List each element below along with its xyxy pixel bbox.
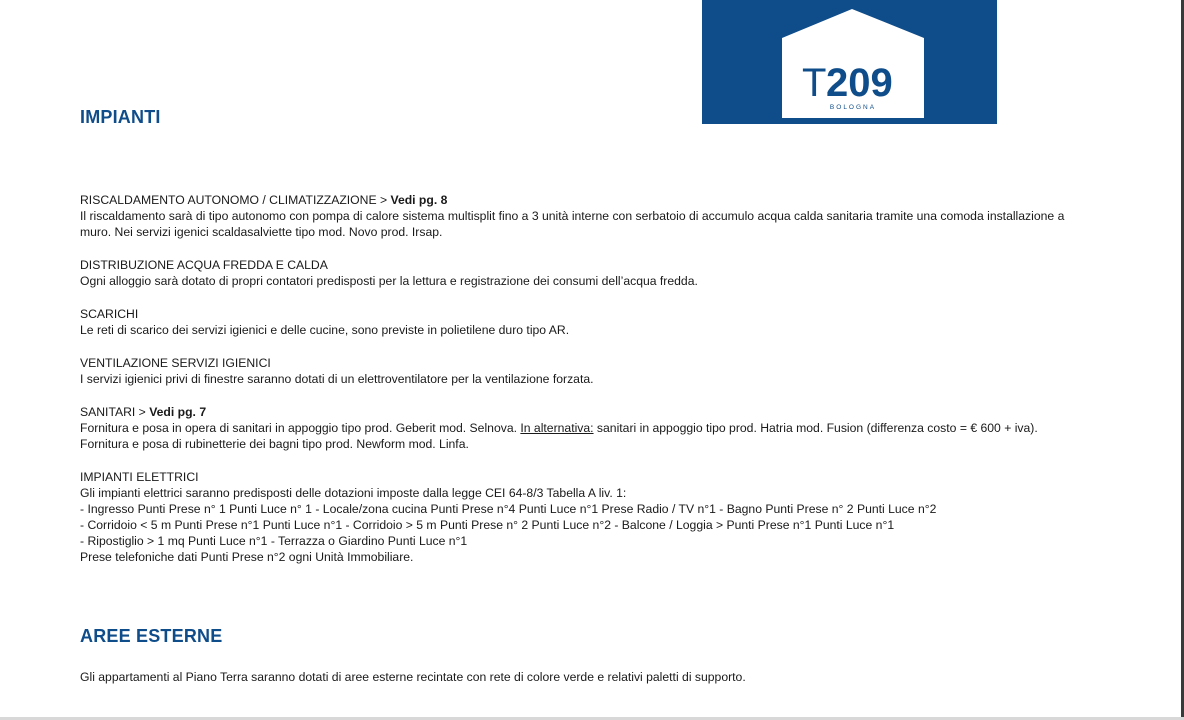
section-sanitari: [80, 404, 1140, 452]
page-ref: Vedi pg. 7: [149, 405, 207, 419]
logo-letter: T: [802, 61, 827, 105]
paragraph-line: Gli impianti elettrici saranno predisposti delle dotazioni imposte dalla legge CEI 64-8/3 Tabella A liv. 1:: [80, 486, 627, 500]
section-title: [80, 192, 1140, 208]
logo-city: BOLOGNA: [829, 104, 877, 111]
section-scarichi: [80, 306, 1140, 338]
paragraph-line: Fornitura e posa di rubinetterie dei bagni tipo prod. Newform mod. Linfa.: [80, 437, 469, 451]
paragraph-line: Ogni alloggio sarà dotato di propri contatori predisposti per la lettura e registrazione dei consumi dell’acqua fredda.: [80, 274, 698, 288]
section-elettrici: [80, 469, 1140, 565]
paragraph-line: Gli appartamenti al Piano Terra saranno dotati di aree esterne recintate con rete di colore verde e relativi paletti di supporto.: [80, 670, 746, 684]
section-distribuzione: [80, 257, 1140, 289]
paragraph-line: I servizi igienici privi di finestre saranno dotati di un elettroventilatore per la ventilazione forzata.: [80, 372, 594, 386]
title-text: SANITARI >: [80, 405, 150, 419]
page-ref: Vedi pg. 8: [390, 193, 448, 207]
paragraph-line: - Corridoio < 5 m Punti Prese n°1 Punti Luce n°1 - Corridoio > 5 m Punti Prese n° 2 Punti Luce n°2 - Balcone / Loggia > Punti Prese n°1 Punti Luce n°1: [80, 518, 895, 532]
heading-impianti: IMPIANTI: [80, 107, 161, 127]
text-run: Fornitura e posa in opera di sanitari in appoggio tipo prod. Geberit mod. Selnova.: [80, 421, 521, 435]
section-title: SCARICHI: [80, 307, 139, 321]
paragraph-line: Prese telefoniche dati Punti Prese n°2 ogni Unità Immobiliare.: [80, 550, 414, 564]
paragraph-line: - Ingresso Punti Prese n° 1 Punti Luce n° 1 - Locale/zona cucina Punti Prese n°4 Punti Luce n°1 Prese Radio / TV n°1 - Bagno Punti Prese n° 2 Punti Luce n°2: [80, 502, 937, 516]
section-ventilazione: [80, 355, 1140, 387]
section-title: DISTRIBUZIONE ACQUA FREDDA E CALDA: [80, 258, 328, 272]
alternative-label: In alternativa:: [520, 421, 594, 435]
section-title: [80, 404, 1140, 420]
paragraph-line: [80, 420, 1140, 436]
aree-body: [80, 669, 1140, 685]
paragraph-line: - Ripostiglio > 1 mq Punti Luce n°1 - Terrazza o Giardino Punti Luce n°1: [80, 534, 468, 548]
text-run: sanitari in appoggio tipo prod. Hatria mod. Fusion (differenza costo = € 600 + iva).: [593, 421, 1038, 435]
paragraph-line: Il riscaldamento sarà di tipo autonomo con pompa di calore sistema multisplit fino a 3 unità interne con serbatoio di accumulo acqua calda sanitaria tramite una comoda installazione a: [80, 209, 1065, 223]
section-riscaldamento: [80, 192, 1140, 240]
impianti-body: [80, 192, 1140, 582]
title-text: RISCALDAMENTO AUTONOMO / CLIMATIZZAZIONE >: [80, 193, 391, 207]
house-icon: [702, 0, 997, 124]
t209-logo: [702, 0, 997, 124]
heading-aree-esterne: AREE ESTERNE: [80, 626, 223, 646]
section-title: VENTILAZIONE SERVIZI IGIENICI: [80, 356, 271, 370]
logo-number: 209: [826, 61, 893, 105]
section-title: IMPIANTI ELETTRICI: [80, 470, 199, 484]
paragraph-line: muro. Nei servizi igenici scaldasalviette tipo mod. Novo prod. Irsap.: [80, 225, 443, 239]
paragraph-line: Le reti di scarico dei servizi igienici e delle cucine, sono previste in polietilene duro tipo AR.: [80, 323, 570, 337]
